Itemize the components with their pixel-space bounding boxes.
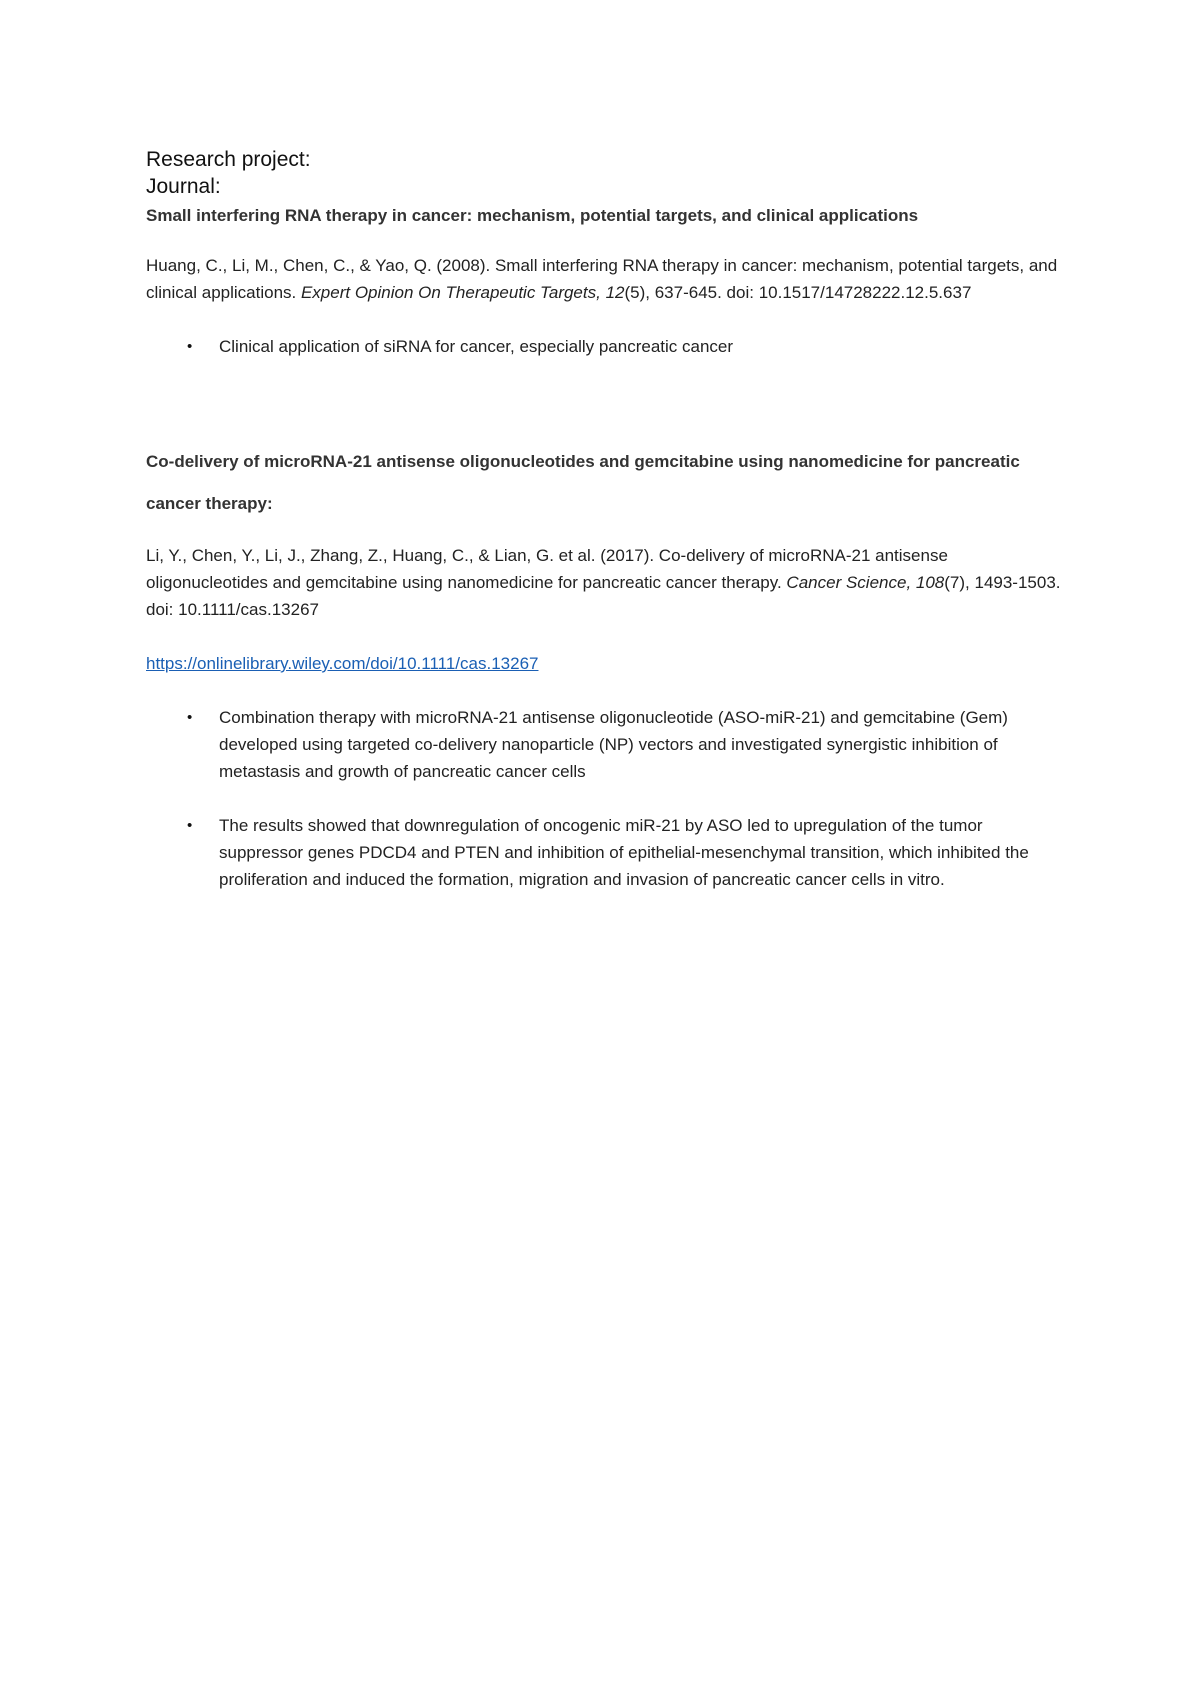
bullet-icon: • — [187, 338, 193, 355]
section-1-title: Small interfering RNA therapy in cancer: mechanism, potential targets, and clinical applications — [146, 206, 919, 225]
list-item — [146, 812, 1066, 893]
citation-1-authors-title: Huang, C., Li, M., Chen, C., & Yao, Q. (2008). Small interfering RNA therapy in cancer: mechanism, potential targets, and clinical applications. — [146, 256, 1058, 302]
bullet-icon: • — [187, 817, 193, 834]
citation-1-journal: Expert Opinion On Therapeutic Targets — [300, 283, 597, 302]
citation-2-volume: 108 — [915, 573, 945, 592]
section-2-title: Co-delivery of microRNA-21 antisense oligonucleotides and gemcitabine using nanomedicine for pancreatic cancer therapy: — [146, 452, 1020, 513]
citation-1-volume: 12 — [605, 283, 625, 302]
citation-1-sep: , — [596, 283, 606, 302]
section-2-citation — [146, 542, 1066, 623]
bullet-icon: • — [187, 709, 193, 726]
document-content — [146, 146, 1066, 893]
citation-2-authors-title: Li, Y., Chen, Y., Li, J., Zhang, Z., Huang, C., & Lian, G. et al. (2017). Co-delivery of microRNA-21 antisense oligonucleotides and gemcitabine using nanomedicine for pancreatic cancer therapy. — [146, 546, 948, 592]
bullet-text: Clinical application of siRNA for cancer, especially pancreatic cancer — [219, 337, 734, 356]
bullet-text: The results showed that downregulation of oncogenic miR-21 by ASO led to upregulation of the tumor suppressor genes PDCD4 and PTEN and inhibition of epithelial-mesenchymal transition, which inhibited the proliferation and induced the formation, migration and invasion of pancreatic cancer cells in vitro. — [219, 816, 1029, 889]
list-item — [146, 333, 1066, 360]
section-1-bullet-list — [146, 333, 1066, 360]
list-item — [146, 704, 1066, 785]
citation-1-issue-pages-doi: (5), 637-645. doi: 10.1517/14728222.12.5.637 — [624, 283, 972, 302]
research-project-heading: Research project: — [146, 148, 311, 171]
journal-heading: Journal: — [146, 175, 221, 198]
citation-2-journal: Cancer Science — [786, 573, 907, 592]
wiley-article-link[interactable]: https://onlinelibrary.wiley.com/doi/10.1111/cas.13267 — [146, 654, 539, 673]
section-1-citation — [146, 252, 1066, 306]
citation-2-sep: , — [906, 573, 916, 592]
section-2-bullet-list — [146, 704, 1066, 893]
citation-2-issue-pages-doi: (7), 1493-1503. doi: 10.1111/cas.13267 — [146, 573, 1061, 619]
bullet-text: Combination therapy with microRNA-21 antisense oligonucleotide (ASO-miR-21) and gemcitabine (Gem) developed using targeted co-delivery nanoparticle (NP) vectors and investigated synergistic inhibition of metastasis and growth of pancreatic cancer cells — [219, 708, 1008, 781]
